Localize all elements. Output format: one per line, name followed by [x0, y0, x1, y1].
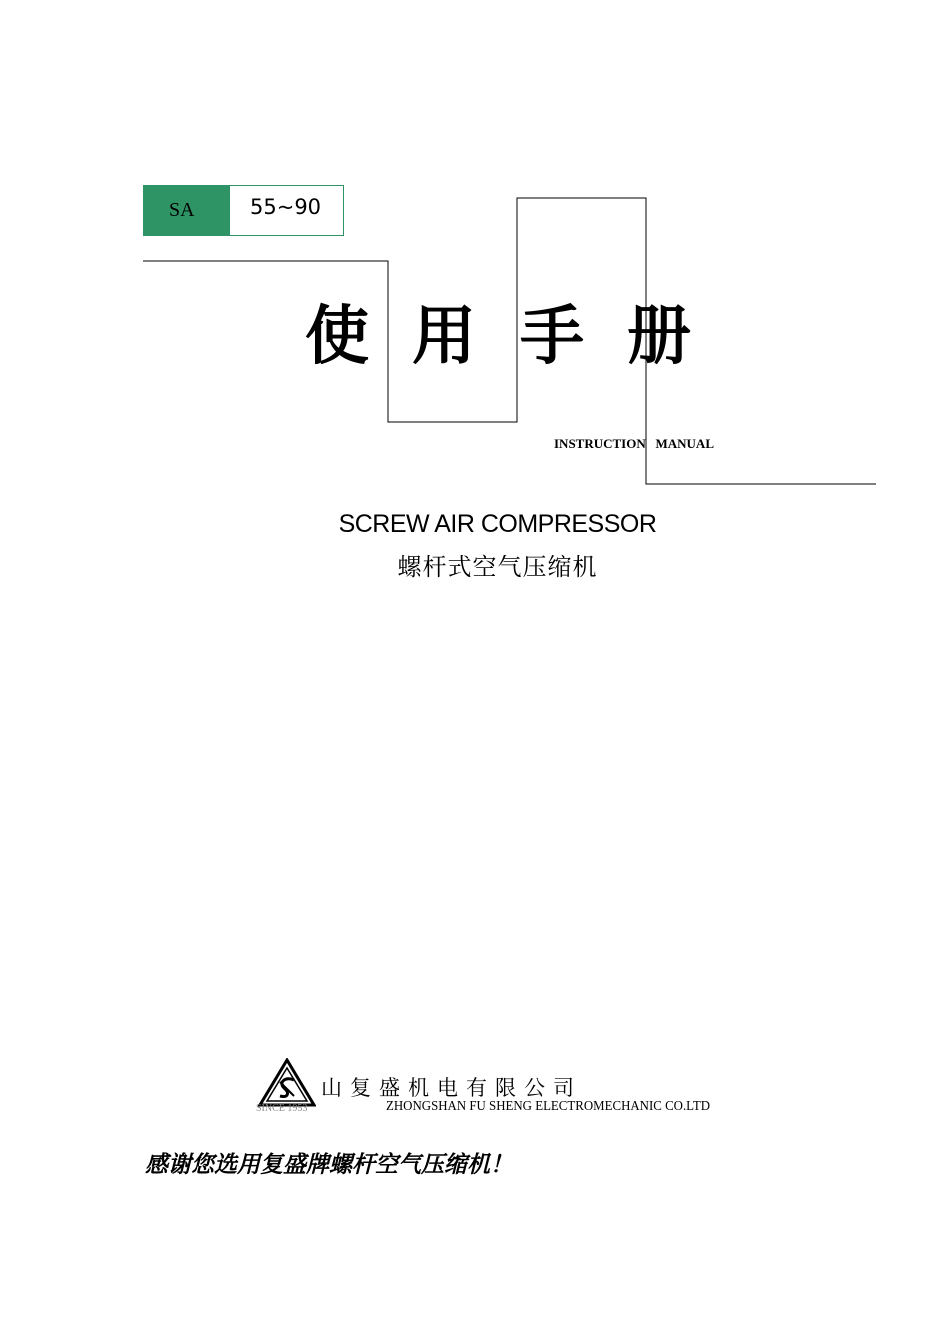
company-name-cn: 山复盛机电有限公司: [321, 1076, 582, 1100]
fusheng-triangle-logo-icon: [258, 1058, 316, 1108]
title-char-1: 使: [305, 300, 369, 374]
thank-you-message: 感谢您选用复盛牌螺杆空气压缩机！: [145, 1152, 513, 1178]
title-char-4: 册: [627, 300, 691, 374]
company-name-en: ZHONGSHAN FU SHENG ELECTROMECHANIC CO.LTD: [386, 1099, 711, 1114]
product-name-cn: 螺杆式空气压缩机: [397, 553, 598, 581]
title-char-3: 手: [520, 300, 584, 374]
model-series: SA: [144, 186, 230, 235]
subtitle-en: INSTRUCTION MANUAL: [554, 436, 714, 451]
model-range: 55~90: [250, 195, 322, 219]
product-name-en: SCREW AIR COMPRESSOR: [338, 510, 657, 538]
title-char-2: 用: [412, 300, 476, 374]
since-year: SINCE 1953: [256, 1103, 308, 1114]
